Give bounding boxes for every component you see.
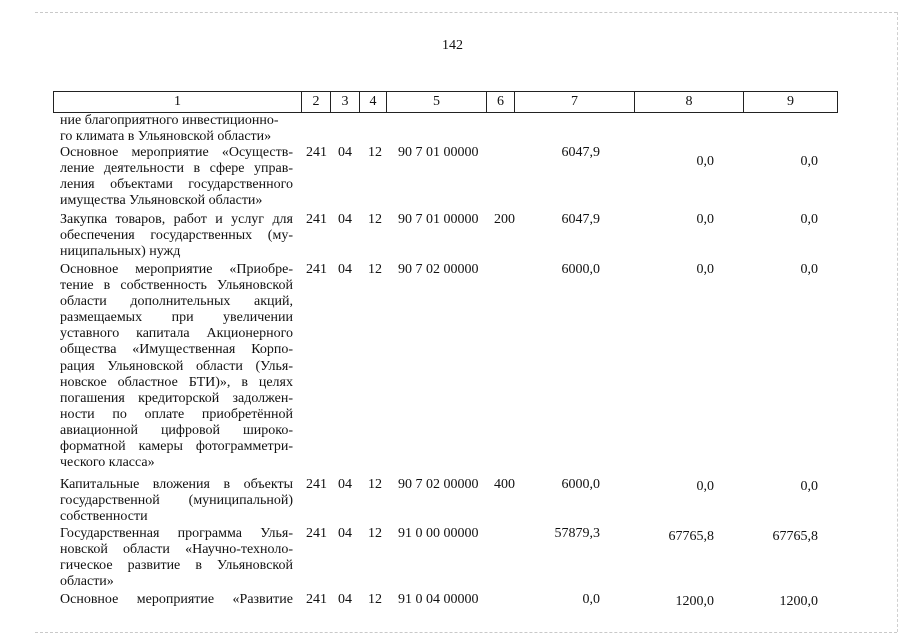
row-col-5: 91 0 00 00000	[398, 526, 479, 541]
row-col-7: 6047,9	[561, 145, 600, 160]
row-description: Государственная программа Улья-новской области «Научно-техноло-гическое развитие в Ульяновской области»	[60, 526, 293, 590]
row-col-4: 12	[368, 262, 382, 277]
row-col-3: 04	[338, 212, 352, 227]
header-col-9: 9	[787, 94, 794, 109]
row-description: Закупка товаров, работ и услуг для обеспечения государственных (му-ниципальных) нужд	[60, 212, 293, 260]
row-col-2: 241	[306, 526, 327, 541]
row-col-5: 90 7 02 00000	[398, 262, 479, 277]
row-col-9: 0,0	[800, 212, 818, 227]
row-col-8: 1200,0	[675, 594, 714, 609]
row-col-9: 0,0	[800, 479, 818, 494]
row-col-9: 67765,8	[772, 529, 818, 544]
row-col-5: 90 7 02 00000	[398, 477, 479, 492]
row-col-5: 90 7 01 00000	[398, 212, 479, 227]
row-col-3: 04	[338, 145, 352, 160]
row-col-6: 400	[494, 477, 515, 492]
row-col-7: 6000,0	[561, 262, 600, 277]
row-col-9: 0,0	[800, 154, 818, 169]
header-col-1: 1	[54, 92, 302, 112]
header-col-5: 5	[387, 92, 487, 112]
row-col-2: 241	[306, 592, 327, 607]
row-description: Основное мероприятие «Развитие	[60, 592, 293, 607]
row-col-4: 12	[368, 145, 382, 160]
row-col-3: 04	[338, 526, 352, 541]
row-col-4: 12	[368, 592, 382, 607]
row-description: Капитальные вложения в объекты государственной (муниципальной) собственности	[60, 477, 293, 525]
header-col-6: 6	[487, 92, 515, 112]
row-col-5: 90 7 01 00000	[398, 145, 479, 160]
header-col-7: 7	[515, 92, 635, 112]
row-col-3: 04	[338, 592, 352, 607]
row-col-6: 200	[494, 212, 515, 227]
row-description: Основное мероприятие «Осуществ-ление деятельности в сфере управ-ления объектами государственного имущества Ульяновской области»	[60, 145, 293, 209]
scan-edge-bottom	[35, 632, 897, 633]
row-col-2: 241	[306, 145, 327, 160]
row-col-4: 12	[368, 526, 382, 541]
header-col-3: 3	[331, 92, 360, 112]
header-col-2: 2	[302, 92, 331, 112]
row-col-3: 04	[338, 262, 352, 277]
row-col-2: 241	[306, 477, 327, 492]
scan-edge-top	[35, 12, 897, 13]
row-col-2: 241	[306, 262, 327, 277]
row-col-9: 1200,0	[779, 594, 818, 609]
row-description: Основное мероприятие «Приобре-тение в собственность Ульяновской области дополнительных акций, размещаемых при увеличении уставного капитала Акционерного общества «Имущественная Корпо-рация Ульяновской области (Улья-новское областное БТИ)», в целях погашения кредиторской задолжен-ности по оплате приобретённой авиационной цифровой широко-форматной камеры фотограмметри-ческого класса»	[60, 262, 293, 471]
row-col-4: 12	[368, 477, 382, 492]
row-col-7: 57879,3	[554, 526, 600, 541]
row-col-7: 6000,0	[561, 477, 600, 492]
row-col-8: 67765,8	[668, 529, 714, 544]
scan-edge-right	[897, 12, 898, 632]
row-col-8: 0,0	[696, 212, 714, 227]
row-col-9: 0,0	[800, 262, 818, 277]
row-col-8: 0,0	[696, 154, 714, 169]
page-number: 142	[442, 38, 463, 53]
row-col-7: 0,0	[582, 592, 600, 607]
row-col-3: 04	[338, 477, 352, 492]
header-col-4: 4	[360, 92, 387, 112]
header-col-8: 8	[635, 92, 744, 112]
table-header	[53, 91, 838, 113]
row-description: ние благоприятного инвестиционно- го климата в Ульяновской области»	[60, 113, 279, 145]
row-col-2: 241	[306, 212, 327, 227]
row-col-4: 12	[368, 212, 382, 227]
row-col-8: 0,0	[696, 262, 714, 277]
row-col-7: 6047,9	[561, 212, 600, 227]
row-col-8: 0,0	[696, 479, 714, 494]
row-col-5: 91 0 04 00000	[398, 592, 479, 607]
